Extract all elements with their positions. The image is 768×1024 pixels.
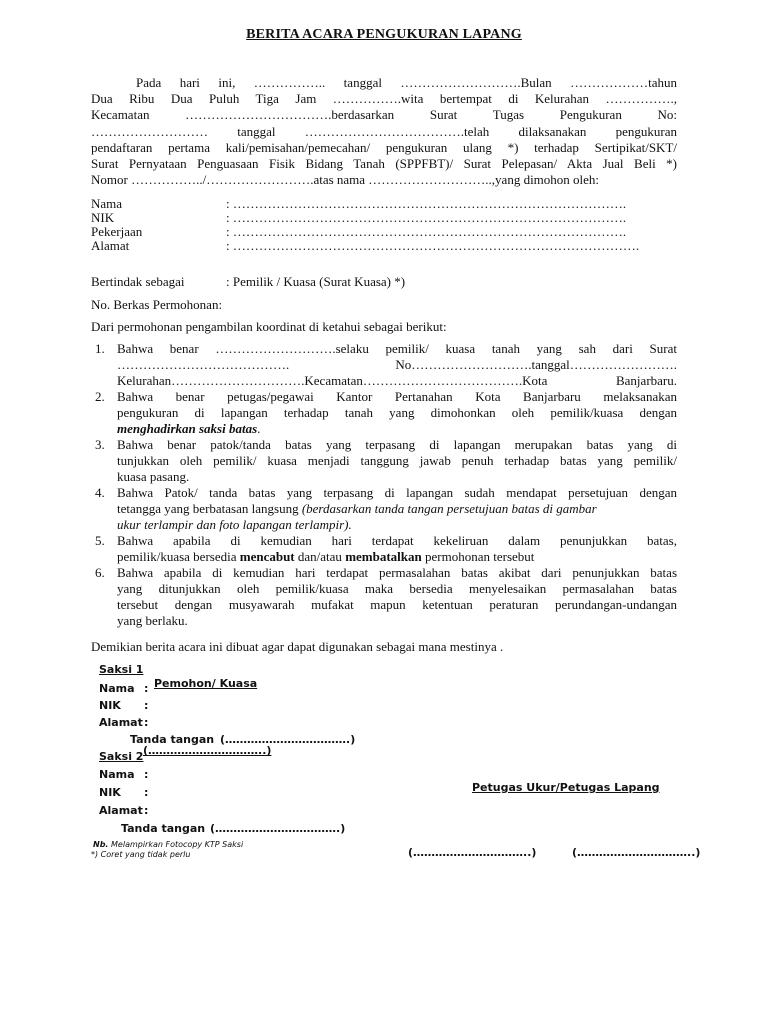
- plain-text: pemilik/kuasa bersedia: [117, 549, 237, 564]
- colon: :: [144, 768, 149, 781]
- list-number: 6.: [95, 565, 105, 580]
- plain-text: permohonan tersebut: [425, 549, 535, 564]
- list-number: 3.: [95, 437, 105, 452]
- colon: :: [144, 786, 149, 799]
- list-item-line: Bahwa apabila di kemudian hari terdapat permasalahan batas akibat dari penunjukkan batas: [117, 565, 677, 580]
- field-value-nik: : ……………………………………………………………………………….: [226, 210, 627, 225]
- list-number: 1.: [95, 341, 105, 356]
- field-label-nama: Nama: [91, 196, 123, 211]
- applicant-title: Pemohon/ Kuasa: [154, 677, 258, 690]
- closing-statement: Demikian berita acara ini dibuat agar dapat digunakan sebagai mana mestinya .: [91, 639, 504, 654]
- acting-as-label: Bertindak sebagai: [91, 274, 185, 289]
- list-number: 5.: [95, 533, 105, 548]
- list-item-line: kuasa pasang.: [117, 469, 190, 484]
- footnote-asterisk: *) Coret yang tidak perlu: [91, 850, 191, 859]
- list-item-line: Bahwa benar patok/tanda batas yang terpasang di lapangan merupakan batas yang di: [117, 437, 677, 452]
- colon: :: [144, 682, 149, 695]
- intro-line: Dua Ribu Dua Puluh Tiga Jam …………….wita bertempat di Kelurahan …………….,: [91, 91, 677, 106]
- officer-sign-blank: (…………………………..): [572, 846, 701, 859]
- file-number: No. Berkas Permohonan:: [91, 297, 223, 312]
- saksi-1-title: Saksi 1: [99, 663, 144, 676]
- plain-text: dan/atau: [297, 549, 342, 564]
- list-item-line: ukur terlampir dan foto lapangan terlampir).: [117, 517, 352, 532]
- saksi-1-sign-label: Tanda tangan: [130, 733, 215, 746]
- field-value-nama: : ……………………………………………………………………………….: [226, 196, 627, 211]
- list-item-line: pengukuran di lapangan terhadap tanah yang dimohonkan oleh pemilik/kuasa dengan: [117, 405, 677, 420]
- bold-italic-text: menghadirkan saksi batas: [117, 421, 258, 436]
- list-item-line: Bahwa apabila di kemudian hari terdapat kekeliruan dalam penunjukkan batas,: [117, 533, 677, 548]
- bold-text: membatalkan: [345, 549, 422, 564]
- colon: :: [144, 716, 149, 729]
- period-text: .: [257, 421, 261, 436]
- saksi-1-alamat-label: Alamat: [99, 716, 143, 729]
- saksi-2-nama-label: Nama: [99, 768, 135, 781]
- list-item-line: Bahwa Patok/ tanda batas yang terpasang di lapangan sudah mendapat persetujuan dengan: [117, 485, 677, 500]
- nb-text: Melampirkan Fotocopy KTP Saksi: [111, 840, 244, 849]
- field-label-pekerjaan: Pekerjaan: [91, 224, 143, 239]
- field-value-alamat: : ………………………………………………………………………………….: [226, 238, 640, 253]
- list-number: 4.: [95, 485, 105, 500]
- acting-as-value: : Pemilik / Kuasa (Surat Kuasa) *): [226, 274, 406, 289]
- list-intro: Dari permohonan pengambilan koordinat di ketahui sebagai berikut:: [91, 319, 447, 334]
- saksi-1-nama-label: Nama: [99, 682, 135, 695]
- bold-text: mencabut: [239, 549, 295, 564]
- saksi-2-sign-label: Tanda tangan: [121, 822, 206, 835]
- saksi-2-alamat-label: Alamat: [99, 804, 143, 817]
- footnote-nb: [93, 840, 243, 849]
- intro-line: Surat Pernyataan Penguasaan Fisik Bidang Tanah (SPPFBT)/ Surat Pelepasan/ Akta Jual Beli *): [91, 156, 677, 171]
- list-item-line: yang berlaku.: [117, 613, 188, 628]
- list-item-line: tersebut dengan musyawarah mufakat mapun ketentuan peraturan perundangan-undangan: [117, 597, 677, 612]
- colon: :: [144, 804, 149, 817]
- list-item-line: yang ditunjukkan oleh pemilik/kuasa maka bersedia menyelesaikan permasalahan batas: [117, 581, 677, 596]
- list-item-line: Kelurahan………………………….Kecamatan……………………………….Kota Banjarbaru.: [117, 373, 677, 388]
- field-label-nik: NIK: [91, 210, 115, 225]
- intro-line: Pada hari ini, …………….. tanggal ……………………….Bulan ………………tahun: [136, 75, 677, 90]
- list-item-line: tunjukkan oleh pemilik/ kuasa menjadi tanggung jawab penuh terhadap batas yang pemilik/: [117, 453, 677, 468]
- field-label-alamat: Alamat: [91, 238, 130, 253]
- list-item-line: …………………………………. No……………………….tanggal…………………….: [117, 357, 677, 372]
- saksi-2-nik-label: NIK: [99, 786, 121, 799]
- saksi-2-title: Saksi 2: [99, 750, 144, 763]
- list-item-line: [117, 501, 597, 517]
- italic-text: (berdasarkan tanda tangan persetujuan batas di gambar: [301, 501, 597, 516]
- saksi-2-sign-blank: (…………………………….): [210, 822, 346, 835]
- list-item-line: Bahwa benar petugas/pegawai Kantor Pertanahan Kota Banjarbaru melaksanakan: [117, 389, 677, 404]
- field-value-pekerjaan: : ……………………………………………………………………………….: [226, 224, 627, 239]
- intro-line: ……………………… tanggal ……………………………….telah dilaksanakan pengukuran: [91, 124, 677, 139]
- saksi-1-nik-label: NIK: [99, 699, 121, 712]
- nb-label: Nb.: [93, 840, 109, 849]
- intro-line: pendaftaran pertama kali/pemisahan/pemecahan/ pengukuran ulang *) terhadap Sertipikat/SKT/: [91, 140, 677, 155]
- list-item-line: [117, 549, 534, 565]
- intro-line: Kecamatan …………………………….berdasarkan Surat Tugas Pengukuran No:: [91, 107, 677, 122]
- saksi-1-sign-blank: (…………………………….): [220, 733, 356, 746]
- colon: :: [144, 699, 149, 712]
- officer-sign-blank: (…………………………..): [408, 846, 537, 859]
- document-title: BERITA ACARA PENGUKURAN LAPANG: [246, 27, 522, 42]
- list-item-line: [117, 421, 260, 437]
- officer-title: Petugas Ukur/Petugas Lapang: [472, 781, 660, 794]
- list-item-line: Bahwa benar ……………………….selaku pemilik/ kuasa tanah yang sah dari Surat: [117, 341, 677, 356]
- intro-line: Nomor ……………../…………………….atas nama ………………………..,yang dimohon oleh:: [91, 172, 600, 187]
- plain-text: tetangga yang berbatasan langsung: [117, 501, 299, 516]
- applicant-sign-blank: (…………………………..): [143, 744, 272, 757]
- list-number: 2.: [95, 389, 105, 404]
